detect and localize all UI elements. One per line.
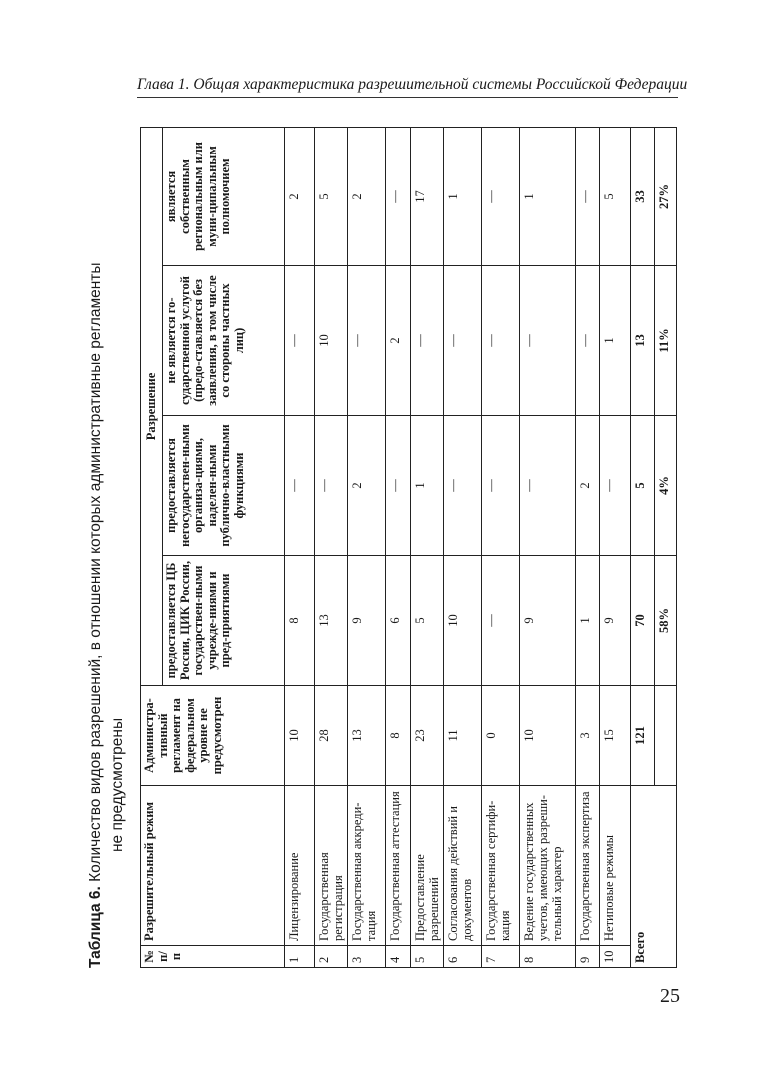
total-fed: 121	[631, 686, 655, 786]
row-value-b: —	[600, 416, 631, 556]
row-mode: Нетиповые режимы	[600, 786, 631, 946]
table-row	[520, 127, 576, 967]
row-number: 3	[348, 946, 386, 968]
row-value-a: 6	[386, 556, 411, 686]
row-value-d: 2	[348, 127, 386, 265]
header-col-fed: Администра-тивный регламент на федеральном уровне не предусмотрен	[141, 686, 285, 786]
row-value-d: —	[482, 127, 520, 265]
header-col-b: предоставляется негосударствен-ными организа-циями, наделен-ными публично-властными функциями	[163, 416, 285, 556]
row-value-fed: 23	[411, 686, 444, 786]
row-value-a: 13	[315, 556, 348, 686]
running-head: Глава 1. Общая характеристика разрешительной системы Российской Федерации	[137, 74, 678, 98]
row-value-d: 1	[520, 127, 576, 265]
row-mode: Государственная аккреди-тация	[348, 786, 386, 946]
row-value-d: 17	[411, 127, 444, 265]
table-row	[315, 127, 348, 967]
row-value-c: —	[348, 266, 386, 416]
row-value-d: 5	[315, 127, 348, 265]
row-value-fed: 11	[444, 686, 482, 786]
row-mode: Согласования действий и документов	[444, 786, 482, 946]
row-value-c: —	[285, 266, 315, 416]
row-value-fed: 3	[576, 686, 600, 786]
row-value-a: 9	[600, 556, 631, 686]
row-value-fed: 0	[482, 686, 520, 786]
row-value-a: 8	[285, 556, 315, 686]
permits-table	[140, 127, 677, 968]
row-mode: Предоставление разрешений	[411, 786, 444, 946]
row-value-b: 2	[348, 416, 386, 556]
header-col-c: не является го-сударственной услугой (предо-ставляется без заявления, в том числе со стороны частных лиц)	[163, 266, 285, 416]
row-value-c: 2	[386, 266, 411, 416]
total-label: Всего	[631, 786, 677, 968]
page-number: 25	[660, 985, 680, 1007]
row-value-d: 2	[285, 127, 315, 265]
total-row	[631, 127, 655, 967]
row-value-c: 1	[600, 266, 631, 416]
row-value-d: 1	[444, 127, 482, 265]
row-value-a: 1	[576, 556, 600, 686]
header-col-idx: № п/п	[141, 946, 285, 968]
row-value-b: —	[285, 416, 315, 556]
table-row	[600, 127, 631, 967]
table-row	[285, 127, 315, 967]
header-col-d: является собственным региональным или муни-ципальным полномочием	[163, 127, 285, 265]
total-c: 13	[631, 266, 655, 416]
row-value-a: 9	[520, 556, 576, 686]
row-value-c: —	[444, 266, 482, 416]
row-value-b: 2	[576, 416, 600, 556]
row-value-a: 5	[411, 556, 444, 686]
row-number: 9	[576, 946, 600, 968]
row-value-fed: 15	[600, 686, 631, 786]
row-mode: Государственная сертифи-кация	[482, 786, 520, 946]
row-number: 1	[285, 946, 315, 968]
row-number: 4	[386, 946, 411, 968]
row-value-fed: 8	[386, 686, 411, 786]
percent-b: 4%	[655, 416, 677, 556]
row-value-b: —	[315, 416, 348, 556]
table-row	[482, 127, 520, 967]
row-value-a: 9	[348, 556, 386, 686]
row-value-c: —	[411, 266, 444, 416]
row-value-b: —	[482, 416, 520, 556]
rotated-table-region	[85, 128, 680, 968]
row-value-fed: 28	[315, 686, 348, 786]
row-mode: Государственная регистрация	[315, 786, 348, 946]
row-value-c: 10	[315, 266, 348, 416]
row-value-d: —	[576, 127, 600, 265]
row-number: 8	[520, 946, 576, 968]
total-b: 5	[631, 416, 655, 556]
row-number: 2	[315, 946, 348, 968]
percent-c: 11%	[655, 266, 677, 416]
row-value-c: —	[482, 266, 520, 416]
percent-a: 58%	[655, 556, 677, 686]
row-value-b: —	[386, 416, 411, 556]
caption-text-line1: Количество видов разрешений, в отношении которых административные регламенты	[87, 262, 104, 882]
row-value-b: 1	[411, 416, 444, 556]
total-a: 70	[631, 556, 655, 686]
row-number: 5	[411, 946, 444, 968]
percent-d: 27%	[655, 127, 677, 265]
row-mode: Ведение государственных учетов, имеющих разреши-тельный характер	[520, 786, 576, 946]
header-col-mode: Разрешительный режим	[141, 786, 285, 946]
row-mode: Государственная экспертиза	[576, 786, 600, 946]
row-number: 7	[482, 946, 520, 968]
row-value-fed: 10	[520, 686, 576, 786]
row-value-d: —	[386, 127, 411, 265]
table-row	[411, 127, 444, 967]
header-group-permit: Разрешение	[141, 127, 163, 685]
table-row	[576, 127, 600, 967]
row-number: 6	[444, 946, 482, 968]
table-row	[444, 127, 482, 967]
table-caption	[85, 128, 129, 968]
row-value-c: —	[520, 266, 576, 416]
table-row	[386, 127, 411, 967]
table-body	[285, 127, 677, 967]
row-value-b: —	[520, 416, 576, 556]
row-value-fed: 13	[348, 686, 386, 786]
row-mode: Лицензирование	[285, 786, 315, 946]
row-value-a: 10	[444, 556, 482, 686]
row-number: 10	[600, 946, 631, 968]
header-col-a: предоставляется ЦБ России, ЦИК России, государствен-ными учрежде-ниями и пред-приятиями	[163, 556, 285, 686]
table-row	[348, 127, 386, 967]
header-row-1	[141, 127, 163, 967]
row-value-d: 5	[600, 127, 631, 265]
percent-blank	[655, 686, 677, 786]
row-value-fed: 10	[285, 686, 315, 786]
row-value-c: —	[576, 266, 600, 416]
caption-text-line2: не предусмотрены	[109, 717, 126, 852]
total-d: 33	[631, 127, 655, 265]
row-mode: Государственная аттестация	[386, 786, 411, 946]
row-value-b: —	[444, 416, 482, 556]
caption-label: Таблица 6.	[87, 886, 104, 968]
row-value-a: —	[482, 556, 520, 686]
